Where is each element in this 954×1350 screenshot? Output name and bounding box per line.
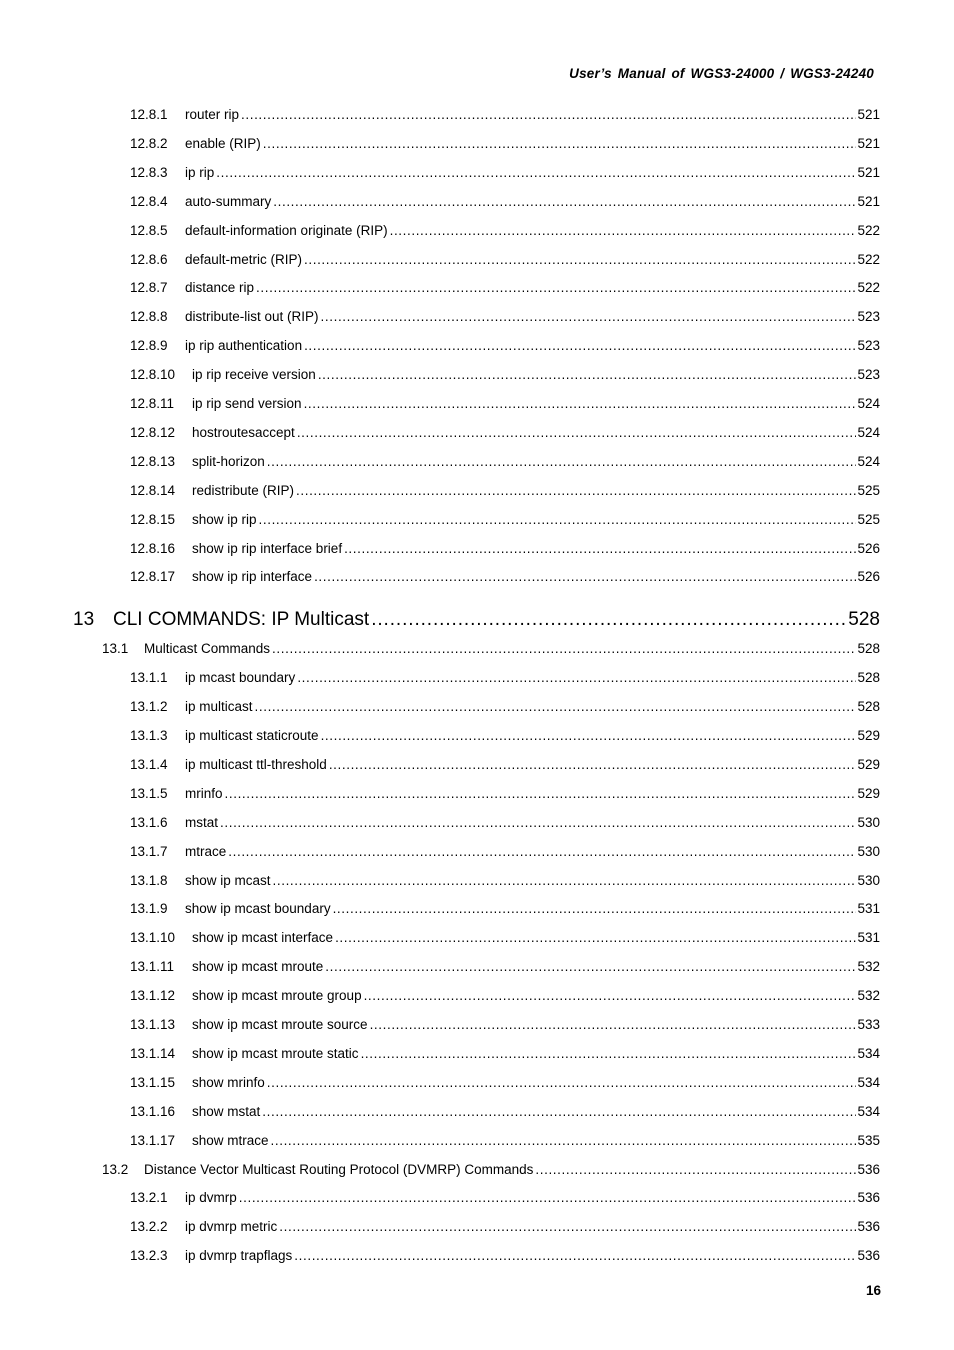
- toc-entry-page: 526: [857, 569, 880, 585]
- toc-entry[interactable]: [130, 842, 880, 862]
- toc-entry-title: split-horizon: [192, 453, 265, 469]
- toc-entry[interactable]: [130, 394, 880, 414]
- toc-entry-number: 12.8.5: [130, 222, 168, 238]
- dot-leader: [323, 957, 856, 977]
- toc-entry-number: 12.8.2: [130, 135, 168, 151]
- dot-leader: [265, 452, 857, 472]
- toc-entry-title: show ip mcast interface: [192, 930, 334, 946]
- dot-leader: [295, 668, 856, 688]
- toc-entry[interactable]: [130, 697, 880, 717]
- dot-leader: [369, 606, 847, 634]
- toc-entry-title: auto-summary: [185, 193, 272, 209]
- toc-entry-page: 536: [857, 1190, 880, 1206]
- toc-entry[interactable]: [73, 606, 880, 634]
- toc-entry-number: 13.1.2: [130, 699, 168, 715]
- dot-leader: [302, 250, 856, 270]
- dot-leader: [257, 510, 857, 530]
- toc-entry-title: show mtrace: [192, 1132, 269, 1148]
- dot-leader: [237, 1188, 857, 1208]
- toc-entry[interactable]: [130, 1217, 880, 1237]
- toc-entry-page: 522: [857, 280, 880, 296]
- dot-leader: [302, 394, 857, 414]
- toc-entry-number: 12.8.12: [130, 424, 176, 440]
- toc-entry-title: enable (RIP): [185, 135, 261, 151]
- dot-leader: [388, 221, 857, 241]
- dot-leader: [302, 336, 856, 356]
- dot-leader: [253, 697, 857, 717]
- toc-entry-number: 12.8.4: [130, 193, 168, 209]
- toc-entry[interactable]: [130, 134, 880, 154]
- dot-leader: [271, 871, 857, 891]
- toc-entry-title: redistribute (RIP): [192, 482, 295, 498]
- toc-entry-page: 530: [857, 843, 880, 859]
- toc-entry[interactable]: [130, 192, 880, 212]
- toc-entry-number: 13.1.17: [130, 1132, 176, 1148]
- toc-entry-title: ip mcast boundary: [185, 670, 296, 686]
- dot-leader: [260, 1102, 856, 1122]
- toc-entry-number: 13.1.13: [130, 1017, 176, 1032]
- toc-entry-title: distribute-list out (RIP): [185, 309, 319, 325]
- toc-entry[interactable]: [130, 221, 880, 241]
- toc-entry-number: 13.1.10: [130, 930, 176, 946]
- toc-entry-number: 13.1.12: [130, 988, 176, 1004]
- toc-entry[interactable]: [130, 986, 880, 1006]
- toc-entry-title: show ip mcast mroute: [192, 959, 324, 975]
- toc-entry[interactable]: [130, 481, 880, 501]
- toc-entry-number: 12.8.16: [130, 540, 176, 556]
- toc-entry-title: default-metric (RIP): [185, 251, 303, 267]
- toc-entry[interactable]: [130, 307, 880, 327]
- dot-leader: [533, 1160, 856, 1180]
- toc-entry-number: 13.1.15: [130, 1074, 176, 1090]
- toc-entry-page: 536: [857, 1161, 880, 1177]
- dot-leader: [265, 1073, 857, 1093]
- toc-entry-title: router rip: [185, 107, 240, 122]
- toc-entry-number: 12.8.17: [130, 569, 176, 585]
- toc-entry-title: ip multicast staticroute: [185, 728, 319, 743]
- toc-entry-number: 13.1.5: [130, 785, 168, 801]
- toc-entry-page: 528: [857, 699, 880, 715]
- toc-entry[interactable]: [130, 567, 880, 587]
- toc-entry[interactable]: [130, 928, 880, 948]
- toc-entry-title: ip dvmrp: [185, 1190, 237, 1206]
- toc-entry-page: 526: [857, 540, 880, 556]
- toc-entry[interactable]: [130, 1102, 880, 1122]
- toc-entry-title: mrinfo: [185, 785, 223, 801]
- toc-entry[interactable]: [130, 365, 880, 385]
- toc-entry-number: 13.1.3: [130, 728, 168, 743]
- toc-entry-number: 13.1.6: [130, 814, 168, 830]
- dot-leader: [239, 105, 856, 125]
- toc-entry-title: ip dvmrp metric: [185, 1219, 278, 1235]
- toc-entry-page: 528: [857, 670, 880, 686]
- dot-leader: [319, 726, 857, 746]
- toc-entry-title: mstat: [185, 814, 219, 830]
- toc-entry-number: 13.1.8: [130, 872, 168, 888]
- toc-entry-number: 13: [73, 609, 95, 631]
- toc-entry-number: 13.2.2: [130, 1219, 168, 1235]
- toc-entry-title: ip multicast: [185, 699, 253, 715]
- toc-entry-page: 524: [857, 424, 880, 440]
- toc-entry[interactable]: [130, 539, 880, 559]
- toc-entry-title: show ip rip: [192, 511, 257, 527]
- dot-leader: [331, 899, 857, 919]
- dot-leader: [214, 163, 856, 183]
- toc-entry-page: 533: [857, 1017, 880, 1032]
- dot-leader: [316, 365, 857, 385]
- toc-entry[interactable]: [130, 163, 880, 183]
- dot-leader: [270, 639, 856, 659]
- toc-entry-title: show ip rip interface brief: [192, 540, 343, 556]
- toc-entry-page: 535: [857, 1132, 880, 1148]
- dot-leader: [277, 1217, 856, 1237]
- toc-entry-page: 534: [857, 1103, 880, 1119]
- toc-entry-title: show mstat: [192, 1103, 261, 1119]
- toc-entry-title: Multicast Commands: [144, 641, 271, 657]
- toc-entry-title: show ip rip interface: [192, 569, 313, 585]
- dot-leader: [327, 755, 857, 775]
- toc-entry-page: 523: [857, 338, 880, 354]
- running-header: User’s Manual of WGS3-24000 / WGS3-24240: [569, 66, 874, 81]
- toc-entry-title: ip rip authentication: [185, 338, 303, 354]
- toc-entry-page: 521: [857, 193, 880, 209]
- toc-entry[interactable]: [130, 250, 880, 270]
- toc-entry-page: 521: [857, 164, 880, 180]
- toc-entry-page: 524: [857, 453, 880, 469]
- dot-leader: [295, 423, 857, 443]
- dot-leader: [362, 986, 857, 1006]
- toc-entry-title: Distance Vector Multicast Routing Protocol (DVMRP) Commands: [144, 1161, 534, 1177]
- toc-entry-title: CLI COMMANDS: IP Multicast: [113, 609, 370, 631]
- toc-entry-number: 12.8.15: [130, 511, 176, 527]
- toc-entry-number: 13.1.9: [130, 901, 168, 917]
- toc-entry-page: 534: [857, 1074, 880, 1090]
- toc-entry[interactable]: [130, 668, 880, 688]
- dot-leader: [218, 813, 856, 833]
- toc-entry[interactable]: [130, 957, 880, 977]
- toc-entry-number: 12.8.9: [130, 338, 168, 354]
- toc-entry-page: 536: [857, 1219, 880, 1235]
- toc-entry-page: 530: [857, 872, 880, 888]
- toc-entry-page: 525: [857, 511, 880, 527]
- dot-leader: [269, 1131, 857, 1151]
- toc-entry-page: 534: [857, 1045, 880, 1061]
- toc-entry[interactable]: [130, 871, 880, 891]
- toc-entry-number: 12.8.14: [130, 482, 176, 498]
- toc-entry-page: 521: [857, 135, 880, 151]
- toc-entry-title: hostroutesaccept: [192, 424, 295, 440]
- toc-entry[interactable]: [130, 1073, 880, 1093]
- dot-leader: [294, 481, 856, 501]
- toc-entry-page: 532: [857, 959, 880, 975]
- dot-leader: [223, 784, 857, 804]
- toc-entry-number: 12.8.10: [130, 367, 176, 383]
- dot-leader: [261, 134, 857, 154]
- toc-entry[interactable]: [102, 1160, 880, 1180]
- toc-entry-title: show ip mcast mroute static: [192, 1045, 359, 1061]
- toc-entry-page: 531: [857, 930, 880, 946]
- toc-entry-page: 529: [857, 785, 880, 801]
- toc-entry[interactable]: [130, 726, 880, 746]
- toc-entry-page: 522: [857, 222, 880, 238]
- toc-entry[interactable]: [130, 899, 880, 919]
- toc-entry-number: 13.1.7: [130, 843, 168, 859]
- toc-entry-number: 12.8.8: [130, 309, 168, 325]
- toc-entry-title: mtrace: [185, 843, 227, 859]
- toc-entry-page: 524: [857, 396, 880, 411]
- toc-entry-page: 522: [857, 251, 880, 267]
- toc-entry-number: 12.8.6: [130, 251, 168, 267]
- toc-entry[interactable]: [130, 784, 880, 804]
- toc-entry[interactable]: [130, 423, 880, 443]
- toc-entry-number: 13.1: [102, 641, 129, 657]
- toc-entry-title: show mrinfo: [192, 1074, 265, 1090]
- toc-entry-number: 12.8.1: [130, 107, 168, 122]
- toc-entry-number: 12.8.7: [130, 280, 168, 296]
- dot-leader: [312, 567, 856, 587]
- toc-entry[interactable]: [130, 1015, 880, 1035]
- toc-entry-page: 529: [857, 756, 880, 772]
- toc-entry[interactable]: [130, 278, 880, 298]
- toc-entry-title: ip multicast ttl-threshold: [185, 756, 327, 772]
- toc-entry-number: 13.2: [102, 1161, 129, 1177]
- toc-entry[interactable]: [130, 813, 880, 833]
- toc-entry-title: show ip mcast mroute source: [192, 1017, 368, 1032]
- toc-entry-page: 532: [857, 988, 880, 1004]
- toc-entry-title: ip rip send version: [192, 396, 302, 411]
- toc-entry-title: ip dvmrp trapflags: [185, 1248, 293, 1264]
- dot-leader: [359, 1044, 857, 1064]
- toc-entry-number: 12.8.11: [130, 396, 175, 411]
- toc-entry[interactable]: [130, 1044, 880, 1064]
- toc-entry-page: 525: [857, 482, 880, 498]
- toc-entry-page: 528: [857, 641, 880, 657]
- toc-entry[interactable]: [130, 1131, 880, 1151]
- dot-leader: [333, 928, 856, 948]
- toc-entry-page: 530: [857, 814, 880, 830]
- dot-leader: [254, 278, 856, 298]
- dot-leader: [368, 1015, 857, 1035]
- toc-entry-number: 12.8.3: [130, 164, 168, 180]
- toc-entry-number: 13.1.16: [130, 1103, 176, 1119]
- toc-entry-page: 531: [857, 901, 880, 917]
- toc-entry-number: 12.8.13: [130, 453, 176, 469]
- dot-leader: [342, 539, 856, 559]
- dot-leader: [226, 842, 856, 862]
- toc-entry-number: 13.1.4: [130, 756, 168, 772]
- dot-leader: [292, 1246, 856, 1266]
- toc-entry[interactable]: [130, 105, 880, 125]
- dot-leader: [271, 192, 856, 212]
- toc-entry[interactable]: [130, 755, 880, 775]
- toc-entry-number: 13.1.14: [130, 1045, 176, 1061]
- toc-entry-page: 528: [848, 609, 880, 631]
- toc-entry-title: ip rip: [185, 164, 215, 180]
- toc-entry[interactable]: [130, 452, 880, 472]
- toc-entry-page: 529: [857, 728, 880, 743]
- toc-entry-title: distance rip: [185, 280, 255, 296]
- toc-entry-title: show ip mcast: [185, 872, 271, 888]
- toc-entry[interactable]: [102, 639, 880, 659]
- toc-entry-page: 523: [857, 367, 880, 383]
- toc-entry[interactable]: [130, 1188, 880, 1208]
- dot-leader: [319, 307, 857, 327]
- toc-entry-page: 521: [857, 107, 880, 122]
- toc-entry[interactable]: [130, 1246, 880, 1266]
- toc-entry-number: 13.1.1: [130, 670, 168, 686]
- toc-entry-page: 523: [857, 309, 880, 325]
- toc-entry-number: 13.2.3: [130, 1248, 168, 1264]
- toc-entry-title: default-information originate (RIP): [185, 222, 388, 238]
- toc-entry-number: 13.2.1: [130, 1190, 168, 1206]
- toc-entry[interactable]: [130, 336, 880, 356]
- toc-entry-title: show ip mcast mroute group: [192, 988, 362, 1004]
- toc-entry-page: 536: [857, 1248, 880, 1264]
- toc-entry-number: 13.1.11: [130, 959, 175, 975]
- toc-entry[interactable]: [130, 510, 880, 530]
- toc-entry-title: ip rip receive version: [192, 367, 316, 383]
- toc-entry-title: show ip mcast boundary: [185, 901, 331, 917]
- page-number: 16: [865, 1283, 881, 1298]
